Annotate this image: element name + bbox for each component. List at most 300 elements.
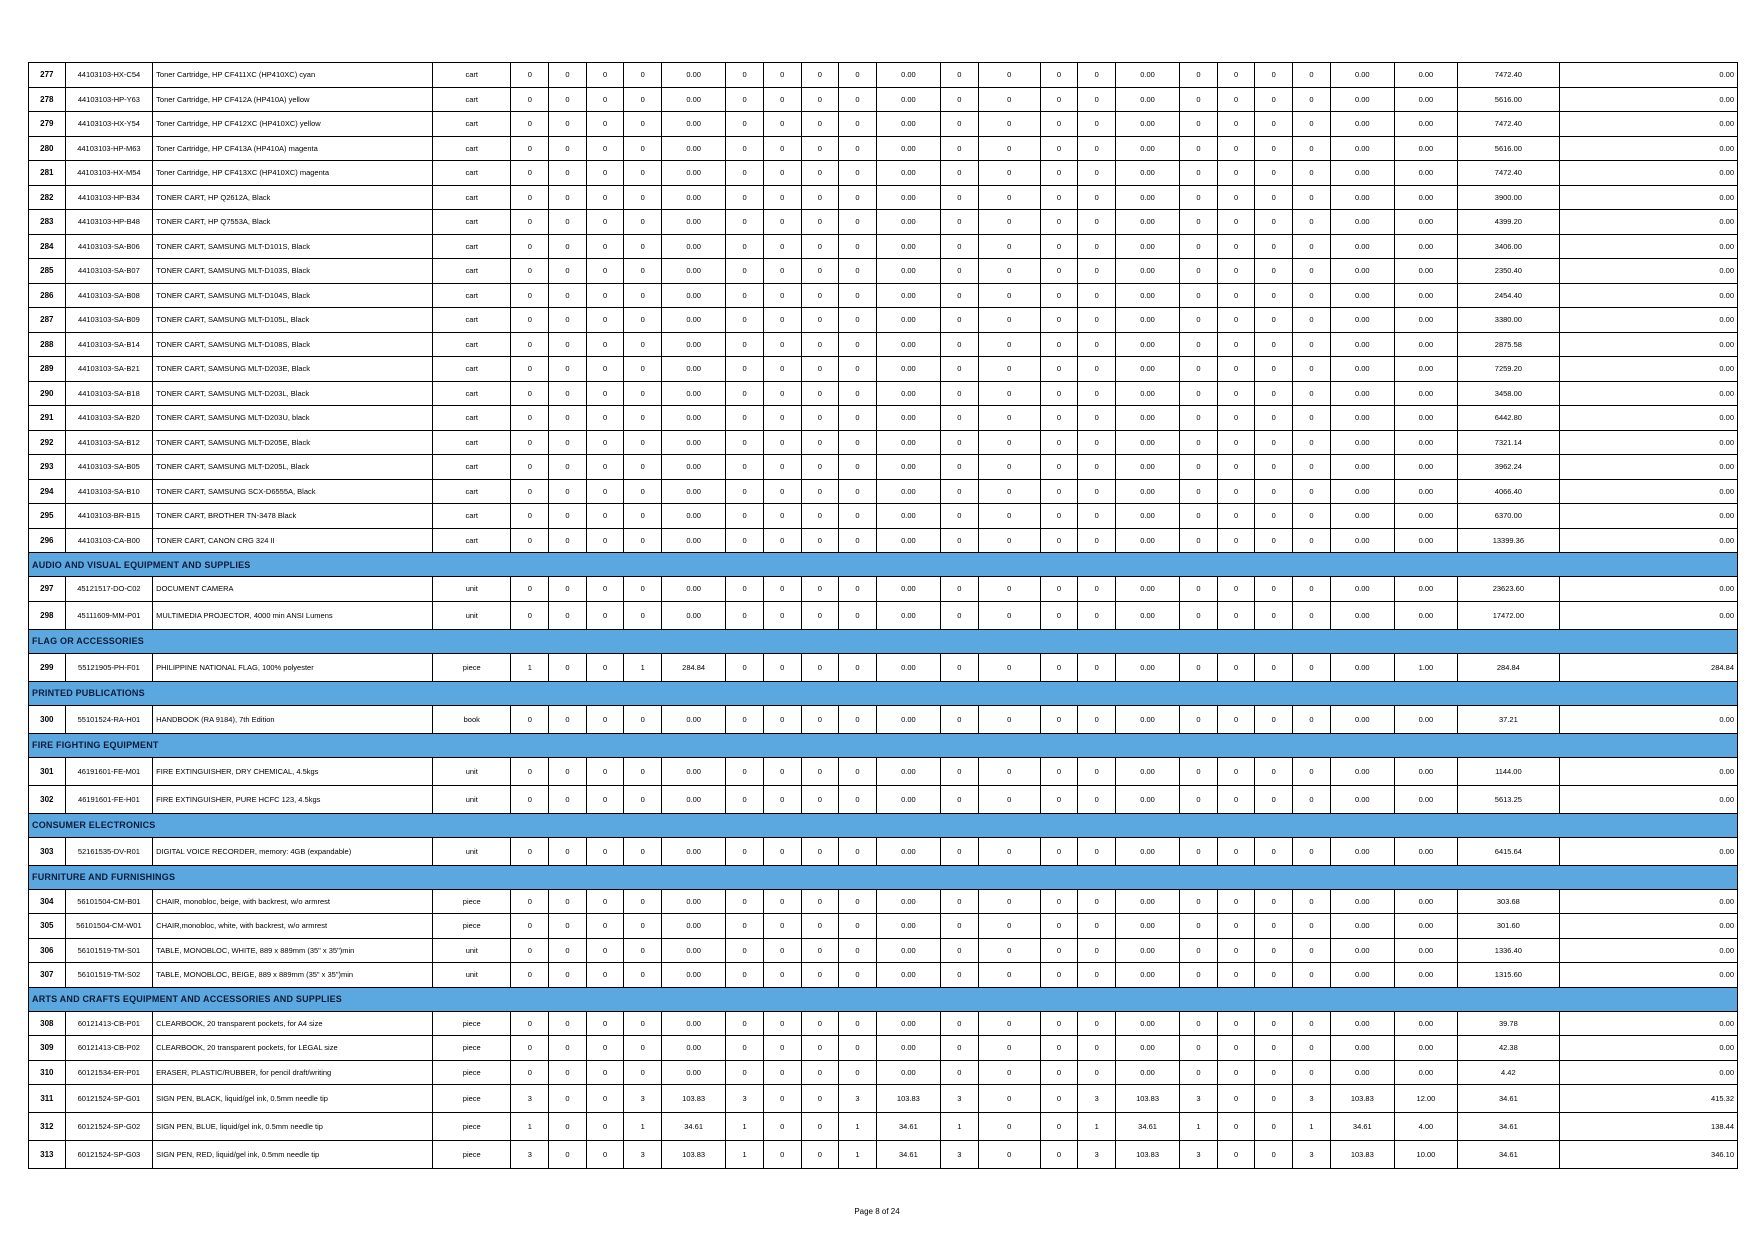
quarter-3-amount-cell: 0.00 bbox=[1116, 889, 1180, 914]
quarter-2-month-qty-cell: 1 bbox=[726, 1141, 764, 1169]
unit-price-cell: 13399.36 bbox=[1457, 528, 1559, 553]
item-description-cell: FIRE EXTINGUISHER, PURE HCFC 123, 4.5kgs bbox=[153, 785, 433, 813]
quarter-4-month-qty-cell: 0 bbox=[1180, 653, 1218, 681]
item-code-cell: 55121905-PH-F01 bbox=[65, 653, 153, 681]
quarter-4-month-qty-cell: 0 bbox=[1217, 234, 1255, 259]
quarter-3-month-qty-cell: 0 bbox=[978, 455, 1040, 480]
quarter-2-amount-cell: 34.61 bbox=[876, 1113, 940, 1141]
quarter-4-month-qty-cell: 0 bbox=[1217, 87, 1255, 112]
item-number-cell: 303 bbox=[29, 837, 66, 865]
quarter-1-month-qty-cell: 0 bbox=[511, 479, 549, 504]
quarter-1-amount-cell: 0.00 bbox=[662, 210, 726, 235]
quarter-4-month-qty-cell: 0 bbox=[1217, 889, 1255, 914]
quarter-4-amount-cell: 0.00 bbox=[1330, 259, 1394, 284]
item-number-cell: 307 bbox=[29, 963, 66, 988]
quarter-4-month-qty-cell: 0 bbox=[1293, 785, 1331, 813]
quarter-1-amount-cell: 0.00 bbox=[662, 1036, 726, 1061]
quarter-3-month-qty-cell: 0 bbox=[1040, 914, 1078, 939]
quarter-1-month-qty-cell: 0 bbox=[511, 1036, 549, 1061]
quarter-4-month-qty-cell: 0 bbox=[1217, 136, 1255, 161]
quarter-4-amount-cell: 0.00 bbox=[1330, 504, 1394, 529]
quarter-2-month-qty-cell: 0 bbox=[839, 112, 877, 137]
quarter-3-month-qty-cell: 0 bbox=[1078, 332, 1116, 357]
quarter-4-month-qty-cell: 0 bbox=[1180, 504, 1218, 529]
total-quantity-cell: 10.00 bbox=[1394, 1141, 1457, 1169]
total-quantity-cell: 0.00 bbox=[1394, 1036, 1457, 1061]
table-row bbox=[29, 479, 1738, 504]
quarter-1-amount-cell: 0.00 bbox=[662, 283, 726, 308]
quarter-3-month-qty-cell: 0 bbox=[978, 87, 1040, 112]
quarter-4-month-qty-cell: 0 bbox=[1217, 1113, 1255, 1141]
quarter-2-month-qty-cell: 0 bbox=[726, 63, 764, 88]
quarter-3-month-qty-cell: 0 bbox=[940, 1060, 978, 1085]
item-description-cell: Toner Cartridge, HP CF413XC (HP410XC) magenta bbox=[153, 161, 433, 186]
table-row bbox=[29, 963, 1738, 988]
quarter-2-month-qty-cell: 0 bbox=[839, 1011, 877, 1036]
quarter-1-month-qty-cell: 0 bbox=[549, 259, 587, 284]
quarter-3-month-qty-cell: 0 bbox=[940, 528, 978, 553]
quarter-1-month-qty-cell: 0 bbox=[586, 63, 624, 88]
quarter-2-month-qty-cell: 0 bbox=[801, 381, 839, 406]
quarter-1-month-qty-cell: 0 bbox=[624, 455, 662, 480]
quarter-1-month-qty-cell: 0 bbox=[624, 938, 662, 963]
quarter-3-amount-cell: 0.00 bbox=[1116, 210, 1180, 235]
quarter-4-month-qty-cell: 0 bbox=[1217, 332, 1255, 357]
quarter-1-amount-cell: 0.00 bbox=[662, 185, 726, 210]
quarter-4-month-qty-cell: 0 bbox=[1180, 283, 1218, 308]
item-number-cell: 281 bbox=[29, 161, 66, 186]
quarter-3-month-qty-cell: 0 bbox=[1040, 112, 1078, 137]
quarter-3-month-qty-cell: 0 bbox=[1078, 705, 1116, 733]
unit-price-cell: 3900.00 bbox=[1457, 185, 1559, 210]
item-code-cell: 44103103-SA-B10 bbox=[65, 479, 153, 504]
quarter-2-month-qty-cell: 0 bbox=[839, 63, 877, 88]
quarter-2-amount-cell: 0.00 bbox=[876, 1036, 940, 1061]
unit-cell: piece bbox=[433, 1085, 511, 1113]
item-description-cell: DIGITAL VOICE RECORDER, memory: 4GB (expandable) bbox=[153, 837, 433, 865]
item-number-cell: 298 bbox=[29, 601, 66, 629]
total-quantity-cell: 0.00 bbox=[1394, 406, 1457, 431]
quarter-4-month-qty-cell: 0 bbox=[1217, 283, 1255, 308]
quarter-2-amount-cell: 0.00 bbox=[876, 837, 940, 865]
item-number-cell: 299 bbox=[29, 653, 66, 681]
quarter-1-month-qty-cell: 0 bbox=[511, 914, 549, 939]
quarter-1-month-qty-cell: 0 bbox=[549, 785, 587, 813]
unit-price-cell: 3380.00 bbox=[1457, 308, 1559, 333]
quarter-1-amount-cell: 0.00 bbox=[662, 914, 726, 939]
quarter-1-month-qty-cell: 0 bbox=[586, 577, 624, 602]
quarter-3-month-qty-cell: 0 bbox=[940, 1036, 978, 1061]
quarter-2-month-qty-cell: 0 bbox=[726, 653, 764, 681]
quarter-3-month-qty-cell: 0 bbox=[940, 577, 978, 602]
item-number-cell: 293 bbox=[29, 455, 66, 480]
quarter-3-month-qty-cell: 0 bbox=[978, 1060, 1040, 1085]
quarter-3-amount-cell: 0.00 bbox=[1116, 601, 1180, 629]
quarter-1-amount-cell: 34.61 bbox=[662, 1113, 726, 1141]
quarter-4-month-qty-cell: 0 bbox=[1180, 161, 1218, 186]
quarter-1-month-qty-cell: 0 bbox=[511, 837, 549, 865]
total-quantity-cell: 0.00 bbox=[1394, 112, 1457, 137]
item-number-cell: 279 bbox=[29, 112, 66, 137]
category-row bbox=[29, 813, 1738, 837]
quarter-2-month-qty-cell: 3 bbox=[839, 1085, 877, 1113]
quarter-3-month-qty-cell: 0 bbox=[1040, 837, 1078, 865]
quarter-2-month-qty-cell: 0 bbox=[726, 210, 764, 235]
item-description-cell: TONER CART, SAMSUNG MLT-D101S, Black bbox=[153, 234, 433, 259]
unit-price-cell: 37.21 bbox=[1457, 705, 1559, 733]
quarter-1-month-qty-cell: 0 bbox=[586, 504, 624, 529]
quarter-3-month-qty-cell: 3 bbox=[940, 1141, 978, 1169]
quarter-3-month-qty-cell: 0 bbox=[1040, 785, 1078, 813]
item-code-cell: 56101519-TM-S01 bbox=[65, 938, 153, 963]
total-amount-cell: 346.10 bbox=[1559, 1141, 1737, 1169]
quarter-3-month-qty-cell: 0 bbox=[1078, 938, 1116, 963]
item-code-cell: 44103103-BR-B15 bbox=[65, 504, 153, 529]
quarter-2-month-qty-cell: 0 bbox=[763, 1085, 801, 1113]
quarter-1-month-qty-cell: 0 bbox=[549, 757, 587, 785]
total-quantity-cell: 0.00 bbox=[1394, 259, 1457, 284]
quarter-4-month-qty-cell: 0 bbox=[1255, 1011, 1293, 1036]
quarter-1-month-qty-cell: 0 bbox=[511, 283, 549, 308]
quarter-1-amount-cell: 0.00 bbox=[662, 889, 726, 914]
table-row bbox=[29, 234, 1738, 259]
quarter-1-month-qty-cell: 0 bbox=[511, 63, 549, 88]
item-code-cell: 60121524-SP-G03 bbox=[65, 1141, 153, 1169]
quarter-3-month-qty-cell: 0 bbox=[1040, 963, 1078, 988]
table-row bbox=[29, 112, 1738, 137]
item-number-cell: 284 bbox=[29, 234, 66, 259]
quarter-2-month-qty-cell: 0 bbox=[763, 161, 801, 186]
quarter-3-amount-cell: 0.00 bbox=[1116, 455, 1180, 480]
quarter-2-month-qty-cell: 0 bbox=[763, 705, 801, 733]
total-amount-cell: 0.00 bbox=[1559, 63, 1737, 88]
quarter-4-month-qty-cell: 0 bbox=[1255, 210, 1293, 235]
quarter-4-month-qty-cell: 0 bbox=[1293, 406, 1331, 431]
item-description-cell: TONER CART, SAMSUNG MLT-D108S, Black bbox=[153, 332, 433, 357]
item-code-cell: 44103103-SA-B18 bbox=[65, 381, 153, 406]
item-code-cell: 60121534-ER-P01 bbox=[65, 1060, 153, 1085]
total-amount-cell: 0.00 bbox=[1559, 705, 1737, 733]
quarter-3-month-qty-cell: 0 bbox=[1040, 63, 1078, 88]
unit-price-cell: 1144.00 bbox=[1457, 757, 1559, 785]
quarter-4-month-qty-cell: 0 bbox=[1180, 357, 1218, 382]
unit-price-cell: 34.61 bbox=[1457, 1141, 1559, 1169]
quarter-2-month-qty-cell: 0 bbox=[726, 1036, 764, 1061]
total-amount-cell: 0.00 bbox=[1559, 234, 1737, 259]
item-number-cell: 313 bbox=[29, 1141, 66, 1169]
unit-price-cell: 3458.00 bbox=[1457, 381, 1559, 406]
category-label: FIRE FIGHTING EQUIPMENT bbox=[29, 733, 1738, 757]
quarter-4-month-qty-cell: 0 bbox=[1255, 112, 1293, 137]
quarter-1-month-qty-cell: 0 bbox=[549, 577, 587, 602]
unit-price-cell: 7472.40 bbox=[1457, 112, 1559, 137]
quarter-4-month-qty-cell: 3 bbox=[1180, 1085, 1218, 1113]
total-amount-cell: 0.00 bbox=[1559, 308, 1737, 333]
quarter-2-amount-cell: 0.00 bbox=[876, 357, 940, 382]
quarter-4-amount-cell: 0.00 bbox=[1330, 601, 1394, 629]
item-code-cell: 44103103-SA-B09 bbox=[65, 308, 153, 333]
unit-price-cell: 4399.20 bbox=[1457, 210, 1559, 235]
quarter-1-month-qty-cell: 1 bbox=[624, 653, 662, 681]
quarter-2-month-qty-cell: 0 bbox=[839, 210, 877, 235]
total-quantity-cell: 12.00 bbox=[1394, 1085, 1457, 1113]
quarter-3-month-qty-cell: 0 bbox=[1040, 1060, 1078, 1085]
item-description-cell: ERASER, PLASTIC/RUBBER, for pencil draft/writing bbox=[153, 1060, 433, 1085]
quarter-3-month-qty-cell: 0 bbox=[978, 705, 1040, 733]
quarter-2-month-qty-cell: 0 bbox=[726, 87, 764, 112]
quarter-4-month-qty-cell: 0 bbox=[1180, 234, 1218, 259]
quarter-3-month-qty-cell: 0 bbox=[1040, 938, 1078, 963]
quarter-3-amount-cell: 0.00 bbox=[1116, 504, 1180, 529]
quarter-2-month-qty-cell: 0 bbox=[801, 479, 839, 504]
unit-cell: unit bbox=[433, 601, 511, 629]
quarter-1-month-qty-cell: 0 bbox=[549, 504, 587, 529]
quarter-2-month-qty-cell: 0 bbox=[801, 234, 839, 259]
table-row bbox=[29, 430, 1738, 455]
item-description-cell: TONER CART, SAMSUNG MLT-D203E, Black bbox=[153, 357, 433, 382]
item-code-cell: 44103103-SA-B08 bbox=[65, 283, 153, 308]
quarter-3-month-qty-cell: 0 bbox=[1040, 357, 1078, 382]
item-description-cell: TABLE, MONOBLOC, WHITE, 889 x 889mm (35" x 35")min bbox=[153, 938, 433, 963]
quarter-4-month-qty-cell: 0 bbox=[1217, 308, 1255, 333]
quarter-1-month-qty-cell: 0 bbox=[549, 1113, 587, 1141]
quarter-4-month-qty-cell: 0 bbox=[1217, 259, 1255, 284]
quarter-4-month-qty-cell: 0 bbox=[1217, 785, 1255, 813]
quarter-3-month-qty-cell: 0 bbox=[940, 601, 978, 629]
quarter-4-month-qty-cell: 0 bbox=[1180, 381, 1218, 406]
quarter-4-amount-cell: 0.00 bbox=[1330, 332, 1394, 357]
quarter-2-amount-cell: 0.00 bbox=[876, 136, 940, 161]
quarter-1-month-qty-cell: 0 bbox=[549, 1141, 587, 1169]
quarter-2-month-qty-cell: 0 bbox=[763, 455, 801, 480]
quarter-2-month-qty-cell: 0 bbox=[763, 234, 801, 259]
quarter-2-month-qty-cell: 0 bbox=[801, 705, 839, 733]
quarter-2-month-qty-cell: 0 bbox=[839, 406, 877, 431]
unit-cell: piece bbox=[433, 653, 511, 681]
quarter-4-month-qty-cell: 0 bbox=[1217, 1060, 1255, 1085]
quarter-2-month-qty-cell: 0 bbox=[801, 406, 839, 431]
quarter-1-month-qty-cell: 0 bbox=[511, 528, 549, 553]
quarter-4-month-qty-cell: 0 bbox=[1180, 136, 1218, 161]
quarter-2-month-qty-cell: 0 bbox=[801, 1113, 839, 1141]
quarter-4-month-qty-cell: 0 bbox=[1180, 308, 1218, 333]
quarter-2-month-qty-cell: 0 bbox=[726, 785, 764, 813]
quarter-3-amount-cell: 0.00 bbox=[1116, 381, 1180, 406]
quarter-3-month-qty-cell: 0 bbox=[978, 63, 1040, 88]
quarter-2-month-qty-cell: 0 bbox=[839, 938, 877, 963]
unit-cell: piece bbox=[433, 914, 511, 939]
quarter-2-month-qty-cell: 0 bbox=[801, 1036, 839, 1061]
quarter-4-month-qty-cell: 0 bbox=[1255, 259, 1293, 284]
total-quantity-cell: 0.00 bbox=[1394, 963, 1457, 988]
table-row bbox=[29, 259, 1738, 284]
unit-cell: cart bbox=[433, 63, 511, 88]
total-amount-cell: 0.00 bbox=[1559, 479, 1737, 504]
quarter-3-month-qty-cell: 0 bbox=[1040, 161, 1078, 186]
quarter-3-month-qty-cell: 0 bbox=[978, 504, 1040, 529]
quarter-4-month-qty-cell: 0 bbox=[1293, 283, 1331, 308]
quarter-4-month-qty-cell: 0 bbox=[1217, 381, 1255, 406]
quarter-1-month-qty-cell: 0 bbox=[549, 1036, 587, 1061]
total-amount-cell: 0.00 bbox=[1559, 528, 1737, 553]
item-number-cell: 310 bbox=[29, 1060, 66, 1085]
quarter-4-month-qty-cell: 0 bbox=[1180, 601, 1218, 629]
table-row bbox=[29, 1011, 1738, 1036]
quarter-4-month-qty-cell: 3 bbox=[1293, 1141, 1331, 1169]
quarter-1-month-qty-cell: 0 bbox=[511, 381, 549, 406]
quarter-1-month-qty-cell: 0 bbox=[511, 601, 549, 629]
quarter-1-month-qty-cell: 0 bbox=[511, 504, 549, 529]
total-quantity-cell: 0.00 bbox=[1394, 357, 1457, 382]
quarter-4-amount-cell: 103.83 bbox=[1330, 1141, 1394, 1169]
quarter-3-amount-cell: 0.00 bbox=[1116, 1011, 1180, 1036]
quarter-1-month-qty-cell: 0 bbox=[511, 136, 549, 161]
quarter-1-month-qty-cell: 0 bbox=[624, 1011, 662, 1036]
quarter-3-month-qty-cell: 0 bbox=[1078, 210, 1116, 235]
item-number-cell: 283 bbox=[29, 210, 66, 235]
quarter-4-month-qty-cell: 0 bbox=[1293, 528, 1331, 553]
item-code-cell: 52161535-DV-R01 bbox=[65, 837, 153, 865]
quarter-1-month-qty-cell: 1 bbox=[511, 1113, 549, 1141]
quarter-3-month-qty-cell: 0 bbox=[1040, 1113, 1078, 1141]
item-number-cell: 278 bbox=[29, 87, 66, 112]
quarter-3-month-qty-cell: 0 bbox=[1078, 1036, 1116, 1061]
quarter-3-month-qty-cell: 0 bbox=[1078, 161, 1116, 186]
table-row bbox=[29, 889, 1738, 914]
quarter-4-month-qty-cell: 1 bbox=[1180, 1113, 1218, 1141]
quarter-4-month-qty-cell: 0 bbox=[1293, 112, 1331, 137]
quarter-4-month-qty-cell: 0 bbox=[1217, 1085, 1255, 1113]
quarter-2-month-qty-cell: 0 bbox=[801, 185, 839, 210]
quarter-3-month-qty-cell: 0 bbox=[1078, 381, 1116, 406]
unit-price-cell: 7321.14 bbox=[1457, 430, 1559, 455]
unit-cell: cart bbox=[433, 381, 511, 406]
total-quantity-cell: 0.00 bbox=[1394, 479, 1457, 504]
quarter-1-month-qty-cell: 0 bbox=[624, 332, 662, 357]
quarter-2-month-qty-cell: 0 bbox=[839, 332, 877, 357]
quarter-4-month-qty-cell: 0 bbox=[1255, 283, 1293, 308]
quarter-3-month-qty-cell: 0 bbox=[1040, 185, 1078, 210]
unit-cell: cart bbox=[433, 430, 511, 455]
quarter-4-amount-cell: 0.00 bbox=[1330, 1060, 1394, 1085]
quarter-2-month-qty-cell: 0 bbox=[839, 914, 877, 939]
unit-cell: cart bbox=[433, 185, 511, 210]
quarter-4-amount-cell: 0.00 bbox=[1330, 381, 1394, 406]
category-label: CONSUMER ELECTRONICS bbox=[29, 813, 1738, 837]
quarter-3-month-qty-cell: 0 bbox=[1040, 136, 1078, 161]
quarter-1-month-qty-cell: 0 bbox=[624, 757, 662, 785]
quarter-4-amount-cell: 0.00 bbox=[1330, 406, 1394, 431]
quarter-3-month-qty-cell: 1 bbox=[1078, 1113, 1116, 1141]
unit-cell: piece bbox=[433, 889, 511, 914]
quarter-2-month-qty-cell: 0 bbox=[839, 785, 877, 813]
quarter-4-month-qty-cell: 0 bbox=[1255, 455, 1293, 480]
quarter-1-month-qty-cell: 0 bbox=[511, 757, 549, 785]
quarter-1-month-qty-cell: 0 bbox=[586, 259, 624, 284]
category-label: ARTS AND CRAFTS EQUIPMENT AND ACCESSORIES AND SUPPLIES bbox=[29, 987, 1738, 1011]
unit-cell: cart bbox=[433, 357, 511, 382]
quarter-1-month-qty-cell: 0 bbox=[511, 430, 549, 455]
quarter-4-month-qty-cell: 0 bbox=[1255, 785, 1293, 813]
quarter-1-month-qty-cell: 0 bbox=[511, 357, 549, 382]
table-row bbox=[29, 161, 1738, 186]
item-description-cell: TONER CART, HP Q7553A, Black bbox=[153, 210, 433, 235]
quarter-4-month-qty-cell: 0 bbox=[1255, 308, 1293, 333]
quarter-1-month-qty-cell: 0 bbox=[586, 112, 624, 137]
quarter-4-month-qty-cell: 0 bbox=[1217, 161, 1255, 186]
quarter-3-month-qty-cell: 0 bbox=[940, 381, 978, 406]
total-amount-cell: 0.00 bbox=[1559, 112, 1737, 137]
quarter-3-month-qty-cell: 0 bbox=[978, 1113, 1040, 1141]
quarter-1-amount-cell: 0.00 bbox=[662, 161, 726, 186]
quarter-1-month-qty-cell: 0 bbox=[586, 757, 624, 785]
quarter-4-month-qty-cell: 0 bbox=[1293, 963, 1331, 988]
quarter-2-amount-cell: 0.00 bbox=[876, 308, 940, 333]
quarter-2-month-qty-cell: 0 bbox=[726, 259, 764, 284]
quarter-3-amount-cell: 0.00 bbox=[1116, 938, 1180, 963]
quarter-3-month-qty-cell: 0 bbox=[1040, 381, 1078, 406]
quarter-3-month-qty-cell: 0 bbox=[1040, 528, 1078, 553]
table-body bbox=[29, 63, 1738, 1169]
quarter-2-month-qty-cell: 0 bbox=[726, 161, 764, 186]
unit-cell: unit bbox=[433, 938, 511, 963]
total-amount-cell: 0.00 bbox=[1559, 259, 1737, 284]
inventory-table bbox=[28, 62, 1738, 1169]
quarter-4-month-qty-cell: 0 bbox=[1293, 757, 1331, 785]
table-row bbox=[29, 601, 1738, 629]
quarter-2-month-qty-cell: 0 bbox=[839, 455, 877, 480]
item-code-cell: 45121517-DO-C02 bbox=[65, 577, 153, 602]
quarter-2-month-qty-cell: 0 bbox=[763, 381, 801, 406]
quarter-2-month-qty-cell: 0 bbox=[726, 757, 764, 785]
quarter-2-amount-cell: 0.00 bbox=[876, 653, 940, 681]
quarter-1-month-qty-cell: 0 bbox=[511, 308, 549, 333]
quarter-2-amount-cell: 0.00 bbox=[876, 785, 940, 813]
quarter-2-month-qty-cell: 0 bbox=[726, 455, 764, 480]
quarter-3-month-qty-cell: 0 bbox=[978, 889, 1040, 914]
total-quantity-cell: 0.00 bbox=[1394, 283, 1457, 308]
unit-cell: cart bbox=[433, 479, 511, 504]
quarter-1-month-qty-cell: 0 bbox=[549, 381, 587, 406]
quarter-1-month-qty-cell: 0 bbox=[586, 1060, 624, 1085]
table-row bbox=[29, 87, 1738, 112]
quarter-2-month-qty-cell: 0 bbox=[801, 136, 839, 161]
quarter-4-month-qty-cell: 0 bbox=[1255, 1060, 1293, 1085]
quarter-4-month-qty-cell: 0 bbox=[1293, 185, 1331, 210]
quarter-1-month-qty-cell: 0 bbox=[586, 87, 624, 112]
quarter-4-amount-cell: 0.00 bbox=[1330, 528, 1394, 553]
table-row bbox=[29, 757, 1738, 785]
total-quantity-cell: 0.00 bbox=[1394, 1060, 1457, 1085]
quarter-2-month-qty-cell: 0 bbox=[839, 161, 877, 186]
item-code-cell: 46191601-FE-H01 bbox=[65, 785, 153, 813]
quarter-2-month-qty-cell: 0 bbox=[801, 308, 839, 333]
quarter-3-month-qty-cell: 0 bbox=[940, 653, 978, 681]
item-code-cell: 44103103-HP-B34 bbox=[65, 185, 153, 210]
quarter-3-month-qty-cell: 0 bbox=[1078, 889, 1116, 914]
quarter-3-month-qty-cell: 0 bbox=[978, 381, 1040, 406]
total-amount-cell: 0.00 bbox=[1559, 601, 1737, 629]
quarter-4-amount-cell: 0.00 bbox=[1330, 1011, 1394, 1036]
quarter-3-month-qty-cell: 0 bbox=[1040, 577, 1078, 602]
quarter-3-amount-cell: 0.00 bbox=[1116, 837, 1180, 865]
quarter-2-month-qty-cell: 0 bbox=[839, 185, 877, 210]
quarter-4-month-qty-cell: 0 bbox=[1293, 653, 1331, 681]
table-row bbox=[29, 357, 1738, 382]
quarter-3-month-qty-cell: 0 bbox=[1040, 601, 1078, 629]
quarter-3-month-qty-cell: 0 bbox=[1078, 528, 1116, 553]
item-code-cell: 60121413-CB-P02 bbox=[65, 1036, 153, 1061]
